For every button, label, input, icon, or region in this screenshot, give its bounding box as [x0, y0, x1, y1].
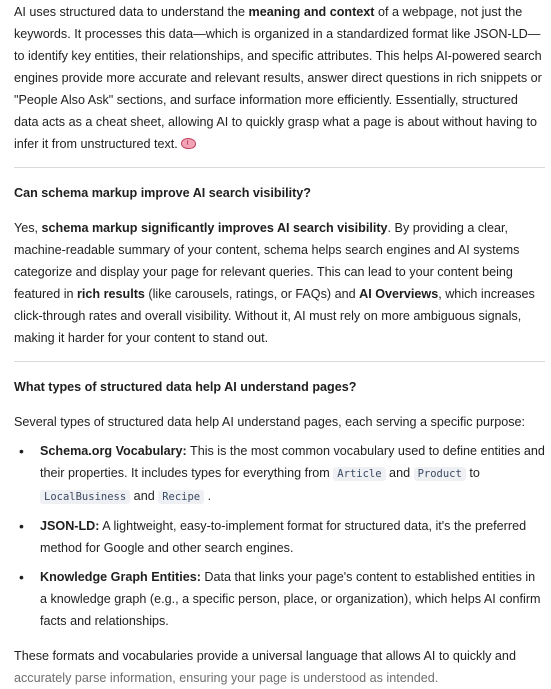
code-article: Article	[333, 467, 385, 481]
intro-text-2: of a webpage, not just the keywords. It processes this data—which is organized in a standardized format like JSON-LD—to identify key entities, their relationships, and specific attributes. This helps AI-powered search engines provide more accurate and relevant results, answer direct questions in rich snippets or "People Also Ask" sections, and surface information more efficiently. Essentially, structured data acts as a cheat sheet, allowing AI to quickly grasp what a page is about without having to infer it from unstructured text.	[14, 5, 542, 151]
brain-icon	[181, 138, 196, 149]
intro-bold-1: meaning and context	[248, 5, 375, 19]
outro-text-2: accurately parse information, ensuring your page is understood as intended.	[14, 671, 439, 685]
section1-paragraph	[14, 217, 545, 349]
list-item-text: .	[204, 489, 212, 503]
outro-text-1: These formats and vocabularies provide a universal language that allows AI to quickly and	[14, 649, 516, 663]
list-item	[14, 566, 545, 632]
section1-text-3: (like carousels, ratings, or FAQs) and	[144, 287, 360, 301]
list-item-text: This is the most common vocabulary used to define entities and their properties. It includes types for everything from	[40, 444, 545, 480]
section-heading-structured-data-types: What types of structured data help AI understand pages?	[14, 380, 357, 394]
code-product: Product	[414, 467, 466, 481]
outro-paragraph	[14, 645, 545, 689]
list-item-title: Knowledge Graph Entities:	[40, 570, 201, 584]
section1-bold-1: schema markup significantly improves AI search visibility	[41, 221, 388, 235]
bullet-icon: •	[19, 518, 24, 534]
structured-data-list	[14, 440, 545, 632]
section2-lead: Several types of structured data help AI understand pages, each serving a specific purpose:	[14, 415, 526, 429]
list-item-title: Schema.org Vocabulary:	[40, 444, 187, 458]
list-item-text: Data that links your page's content to established entities in a knowledge graph (e.g., a specific person, place, or organization), which helps AI confirm facts and relationships.	[40, 570, 541, 628]
list-item	[14, 440, 545, 508]
section1-bold-3: AI Overviews	[359, 287, 439, 301]
section1-text-2: . By providing a clear, machine-readable summary of your content, schema helps search engines and AI systems categorize and display your page for relevant queries. This can lead to your content being featured in	[14, 221, 520, 301]
list-item-text: and	[385, 466, 414, 480]
list-item	[14, 515, 545, 559]
section1-bold-2: rich results	[77, 287, 145, 301]
code-localbusiness: LocalBusiness	[40, 490, 130, 504]
section1-text-4: , which increases click-through rates and overall visibility. Without it, AI must rely on more ambiguous signals, making it harder for your content to stand out.	[14, 287, 535, 345]
list-item-title: JSON-LD:	[40, 519, 100, 533]
bullet-icon: •	[19, 443, 24, 459]
section1-text-1: Yes,	[14, 221, 42, 235]
intro-text-1: AI uses structured data to understand the	[14, 5, 249, 19]
intro-paragraph	[14, 0, 545, 155]
list-item-text: A lightweight, easy-to-implement format for structured data, it's the preferred method for Google and other search engines.	[40, 519, 527, 555]
list-item-text: and	[130, 489, 159, 503]
bullet-icon: •	[19, 569, 24, 585]
section-heading-schema-visibility: Can schema markup improve AI search visibility?	[14, 186, 311, 200]
code-recipe: Recipe	[158, 490, 204, 504]
list-item-text: to	[465, 466, 480, 480]
